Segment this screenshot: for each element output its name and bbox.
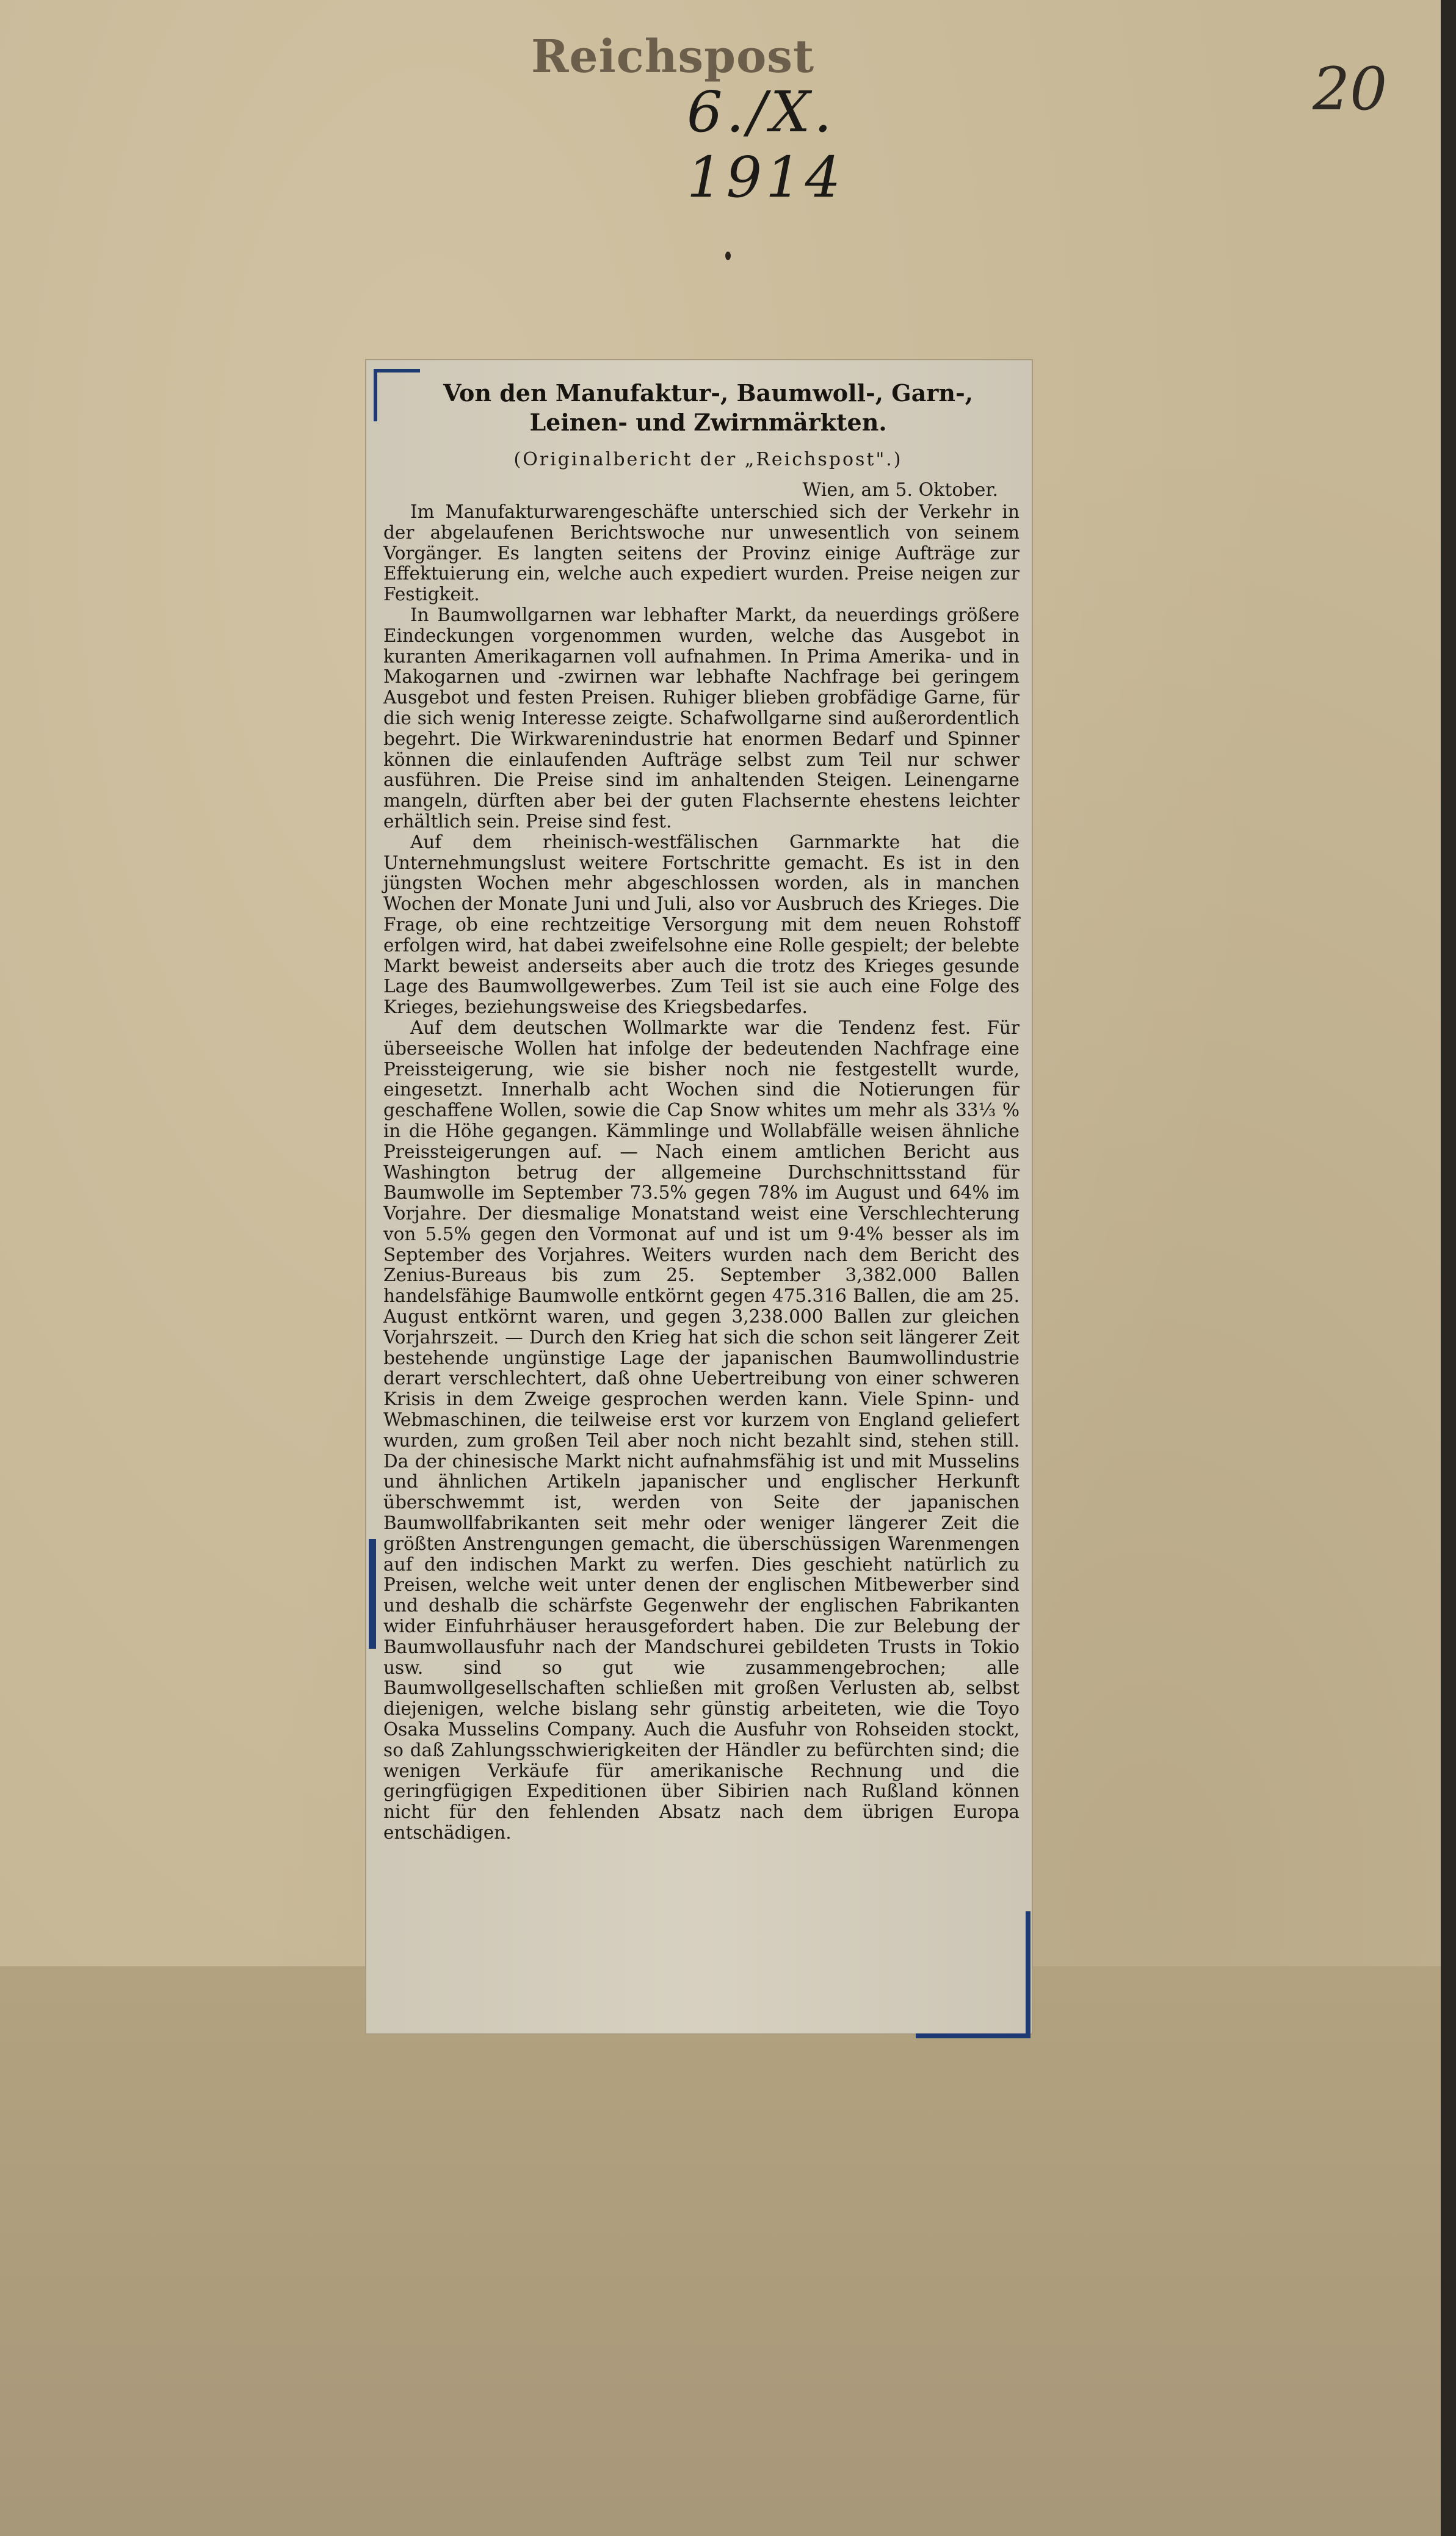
handwritten-date: 6./X. 1914 (687, 79, 845, 210)
article-byline: (Originalbericht der „Reichspost".) (513, 449, 903, 470)
article-headline (391, 379, 1026, 437)
ink-speck (725, 252, 731, 260)
paragraph-1: Im Manufakturwarengeschäfte unterschied sich der Verkehr in der abgelaufenen Berichtswoche nur unwesentlich von seinem Vorgänger. Es langten seitens der Provinz einige Aufträge zur Effektuierung ein, welche auch expediert wurden. Preise neigen zur Festigkeit. (383, 501, 1020, 605)
paragraph-3: Auf dem rheinisch-westfälischen Garnmarkte hat die Unternehmungslust weitere Fortschritte gemacht. Es ist in den jüngsten Wochen mehr abgeschlossen worden, als in manchen Wochen der Monate Juni und Juli, also vor Ausbruch des Krieges. Die Frage, ob eine rechtzeitige Versorgung mit dem neuen Rohstoff erfolgen wird, hat dabei zweifelsohne eine Rolle gespielt; der belebte Markt beweist anderseits aber auch die trotz des Krieges gesunde Lage des Baumwollgewerbes. Zum Teil ist sie auch eine Folge des Krieges, beziehungsweise des Kriegsbedarfes. (383, 831, 1020, 1018)
paragraph-4: Auf dem deutschen Wollmarkte war die Tendenz fest. Für überseeische Wollen hat infolge der bedeutenden Nachfrage eine Preissteigerung, wie sie bisher noch nie festgestellt wurde, eingesetzt. Innerhalb acht Wochen sind die Notierungen für geschaffene Wollen, sowie die Cap Snow whites um mehr als 33⅓ % in die Höhe gegangen. Kämmlinge und Wollabfälle weisen ähnliche Preissteigerungen auf. — Nach einem amtlichen Bericht aus Washington betrug der allgemeine Durchschnittsstand für Baumwolle im September 73.5% gegen 78% im August und 64% im Vorjahre. Der diesmalige Monatstand weist eine Verschlechterung von 5.5% gegen den Vormonat auf und ist um 9·4% besser als im September des Vorjahres. Weiters wurden nach dem Bericht des Zenius-Bureaus bis zum 25. September 3,382.000 Ballen handelsfähige Baumwolle entkörnt gegen 475.316 Ballen, die am 25. August entkörnt waren, und gegen 3,238.000 Ballen zur gleichen Vorjahrszeit. — Durch den Krieg hat sich die schon seit längerer Zeit bestehende ungünstige Lage der japanischen Baumwollindustrie derart verschlechtert, daß ohne Uebertreibung von einer schweren Krisis in dem Zweige gesprochen werden kann. Viele Spinn- und Webmaschinen, die teilweise erst vor kurzem von England geliefert wurden, zum großen Teil aber noch nicht bezahlt sind, stehen still. Da der chinesische Markt nicht aufnahmsfähig ist und mit Musselins und ähnlichen Artikeln japanischer und englischer Herkunft überschwemmt ist, werden von Seite der japanischen Baumwollfabrikanten seit mehr oder weniger längerer Zeit die größten Anstrengungen gemacht, die überschüssigen Warenmengen auf den indischen Markt zu werfen. Dies geschieht natürlich zu Preisen, welche weit unter denen der englischen Mitbewerber sind und deshalb die schärfste Gegenwehr der englischen Fabrikanten wider Einfuhrhäuser herausgefordert haben. Die zur Belebung der Baumwollausfuhr nach der Mandschurei gebildeten Trusts in Tokio usw. sind so gut wie zusammengebrochen; alle Baumwollgesellschaften schließen mit großen Verlusten ab, selbst diejenigen, welche bislang sehr günstig arbeiteten, wie die Toyo Osaka Musselins Company. Auch die Ausfuhr von Rohseiden stockt, so daß Zahlungsschwierigkeiten der Händler zu befürchten sind; die wenigen Verkäufe für amerikanische Rechnung und die geringfügigen Expeditionen über Sibirien nach Rußland können nicht für den fehlenden Absatz nach dem übrigen Europa entschädigen. (383, 1017, 1020, 1843)
headline-line-2: Leinen- und Zwirnmärkten. (529, 409, 887, 436)
article-dateline: Wien, am 5. Oktober. (802, 479, 998, 501)
paragraph-2: In Baumwollgarnen war lebhafter Markt, da neuerdings größere Eindeckungen vorgenommen wurden, welche das Ausgebot in kuranten Amerikagarnen voll aufnahmen. In Prima Amerika- und in Makogarnen und -zwirnen war lebhafte Nachfrage bei geringem Ausgebot und festen Preisen. Ruhiger blieben grobfädige Garne, für die sich wenig Interesse zeigte. Schafwollgarne sind außerordentlich begehrt. Die Wirkwarenindustrie hat enormen Bedarf und Spinner können die einlaufenden Aufträge selbst zum Teil nur schwer ausführen. Die Preise sind im anhaltenden Steigen. Leinengarne mangeln, dürften aber bei der guten Flachsernte ehestens leichter erhältlich sein. Preise sind fest. (383, 604, 1020, 832)
article-body (383, 502, 1020, 1844)
headline-line-1: Von den Manufaktur-, Baumwoll-, Garn-, (443, 379, 973, 407)
pencil-mark-left (369, 1539, 376, 1649)
newspaper-stamp: Reichspost (531, 31, 815, 83)
pencil-bracket-bottom (916, 1911, 1030, 2038)
folio-number: 20 (1313, 55, 1388, 123)
